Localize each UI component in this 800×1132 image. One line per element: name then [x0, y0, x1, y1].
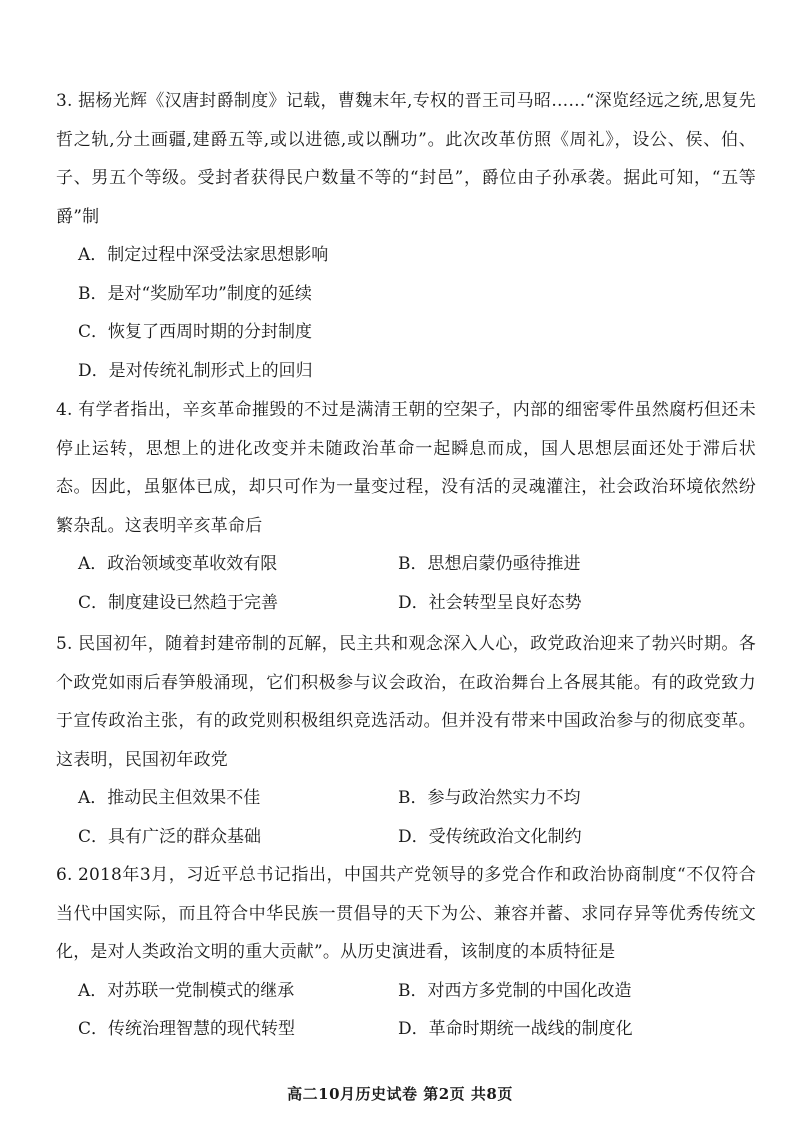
- option-list: [78, 972, 756, 1049]
- option-list: [78, 236, 756, 390]
- question-text: 民国初年，随着封建帝制的瓦解，民主共和观念深入人心，政党政治迎来了勃兴时期。各个政党如雨后春笋般涌现，它们积极参与议会政治，在政治舞台上各展其能。有的政党致力于宣传政治主张，有的政党则积极组织竞选活动。但并没有带来中国政治参与的彻底变革。这表明，民国初年政党: [56, 634, 756, 770]
- option-b[interactable]: B．是对“奖励军功”制度的延续: [78, 283, 312, 304]
- question-text: 2018年3月，习近平总书记指出，中国共产党领导的多党合作和政治协商制度“不仅符合当代中国实际，而且符合中华民族一贯倡导的天下为公、兼容并蓄、求同存异等优秀传统文化，是对人类政治文明的重大贡献”。从历史演进看，该制度的本质特征是: [56, 865, 756, 962]
- option-d[interactable]: D．受传统政治文化制约: [398, 826, 582, 847]
- option-d[interactable]: D．是对传统礼制形式上的回归: [78, 360, 313, 381]
- option-c[interactable]: C．传统治理智慧的现代转型: [78, 1019, 296, 1039]
- option-a[interactable]: A．政治领域变革收效有限: [78, 554, 278, 574]
- option-list: [78, 545, 756, 622]
- option-b[interactable]: B．思想启蒙仍亟待推进: [398, 554, 581, 574]
- option-a[interactable]: A．推动民主但效果不佳: [78, 788, 261, 808]
- option-list: [78, 779, 756, 856]
- question-number: 3.: [56, 91, 73, 111]
- question-stem: [56, 625, 756, 779]
- question-6: [56, 856, 756, 1049]
- question-3: [56, 82, 756, 390]
- option-b[interactable]: B．对西方多党制的中国化改造: [398, 980, 632, 1001]
- question-4: [56, 391, 756, 622]
- question-stem: [56, 856, 756, 972]
- option-d[interactable]: D．社会转型呈良好态势: [398, 592, 582, 613]
- question-number: 4.: [56, 400, 73, 420]
- question-number: 6.: [56, 865, 73, 885]
- question-stem: [56, 391, 756, 545]
- question-text: 据杨光辉《汉唐封爵制度》记载，曹魏末年,专权的晋王司马昭……“深览经远之统,思复先哲之轨,分土画疆,建爵五等,或以进德,或以酬功”。此次改革仿照《周礼》，设公、侯、伯、子、男五个等级。受封者获得民户数量不等的“封邑”，爵位由子孙承袭。据此可知，“五等爵”制: [56, 91, 756, 227]
- option-c[interactable]: C．制度建设已然趋于完善: [78, 592, 279, 613]
- question-5: [56, 625, 756, 856]
- question-text: 有学者指出，辛亥革命摧毁的不过是满清王朝的空架子，内部的细密零件虽然腐朽但还未停止运转，思想上的进化改变并未随政治革命一起瞬息而成，国人思想层面还处于滞后状态。因此，虽躯体已成，却只可作为一量变过程，没有活的灵魂灌注，社会政治环境依然纷繁杂乱。这表明辛亥革命后: [56, 400, 756, 536]
- question-number: 5.: [56, 634, 73, 654]
- page-footer: 高二10月历史试卷 第2页 共8页: [287, 1085, 513, 1103]
- question-stem: [56, 82, 756, 236]
- option-d[interactable]: D．革命时期统一战线的制度化: [398, 1019, 633, 1039]
- option-c[interactable]: C．恢复了西周时期的分封制度: [78, 322, 313, 342]
- option-c[interactable]: C．具有广泛的群众基础: [78, 826, 262, 847]
- option-a[interactable]: A．制定过程中深受法家思想影响: [78, 245, 329, 265]
- option-a[interactable]: A．对苏联一党制模式的继承: [78, 980, 295, 1001]
- option-b[interactable]: B．参与政治然实力不均: [398, 788, 581, 808]
